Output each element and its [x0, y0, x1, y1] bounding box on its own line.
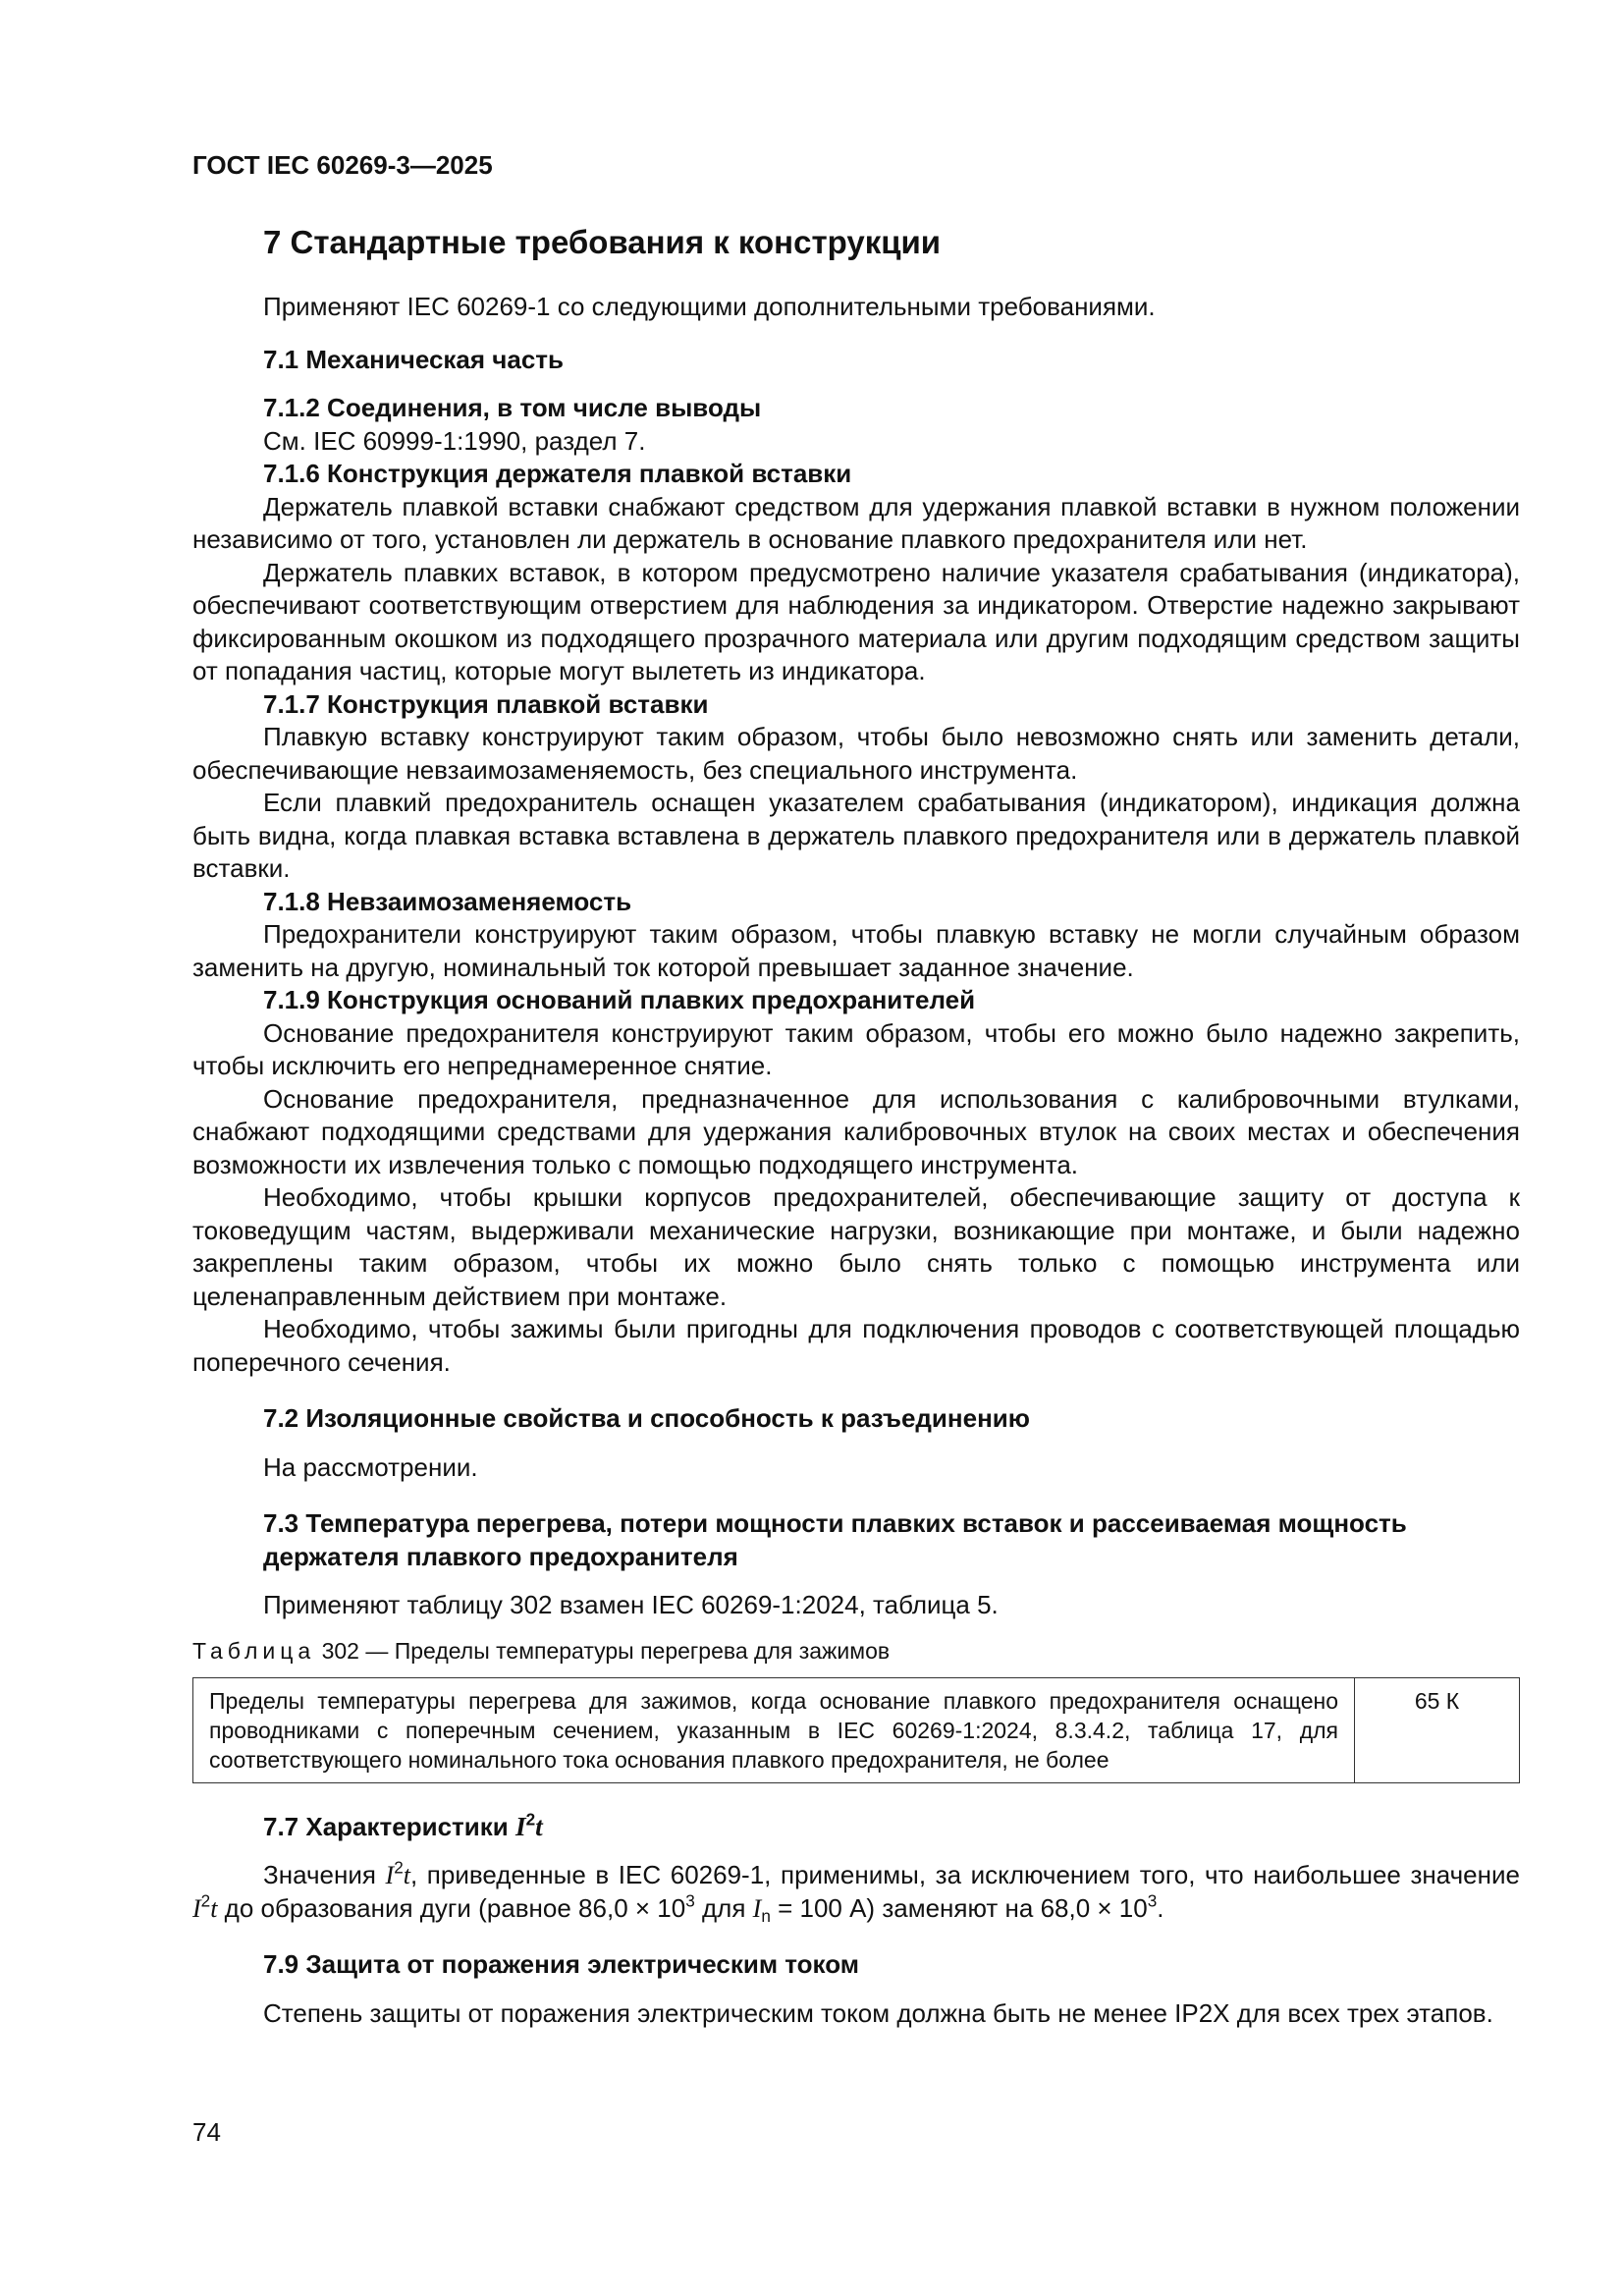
section-7-1-9-paragraph: Необходимо, чтобы крышки корпусов предохранителей, обеспечивающие защиту от доступа к токоведущим частям, выдерживали механические нагрузки, возникающие при монтаже, и были надежно закреплены таким образом, чтобы их можно было снять только с помощью инструмента или целенаправленным действием при монтаже.: [192, 1182, 1520, 1311]
table-caption-word: Таблица: [192, 1637, 316, 1664]
section-7-3-title: 7.3 Температура перегрева, потери мощности плавких вставок и рассеиваемая мощность держателя плавкого предохранителя: [263, 1508, 1407, 1571]
power-exponent: 3: [685, 1890, 695, 1911]
section-7-1-8-paragraph: Предохранители конструируют таким образом, чтобы плавкую вставку не могли случайным образом заменить на другую, номинальный ток которой превышает заданное значение.: [192, 919, 1520, 982]
section-7-1-title: 7.1 Механическая часть: [263, 344, 565, 374]
section-7-7-text: [192, 1859, 1520, 1925]
section-7-1-7-paragraph: Плавкую вставку конструируют таким образом, чтобы было невозможно снять или заменить детали, обеспечивающие невзаимозаменяемость, без специального инструмента.: [192, 722, 1520, 785]
text-run: = 100 А) заменяют на 68,0 × 10: [770, 1892, 1148, 1923]
section-7-1-7-title: 7.1.7 Конструкция плавкой вставки: [263, 688, 709, 719]
section-7-1-2-text: См. IEC 60999-1:1990, раздел 7.: [263, 425, 646, 456]
section-7-7-title-text: 7.7 Характеристики: [263, 1811, 515, 1841]
i2t-symbol-exponent: 2: [525, 1809, 536, 1830]
text-run: Значения: [263, 1860, 386, 1889]
page-content: [192, 222, 1520, 2030]
symbol-t: t: [210, 1893, 218, 1923]
section-7-1-9-paragraph: Основание предохранителя конструируют таким образом, чтобы его можно было надежно закрепить, чтобы исключить его непреднамеренное снятие.: [192, 1017, 1520, 1080]
table-302: [192, 1677, 1520, 1783]
section-7-1-9-paragraph: Основание предохранителя, предназначенное для использования с калибровочными втулками, снабжают подходящими средствами для удержания калибровочных втулок на своих местах и обеспечения возможности их извлечения только с помощью подходящего инструмента.: [192, 1083, 1520, 1179]
table-row: [193, 1677, 1520, 1782]
section-7-9-text: Степень защиты от поражения электрическим током должна быть не менее IP2X для всех трех этапов.: [263, 1997, 1493, 2028]
power-exponent: 3: [1147, 1890, 1158, 1911]
symbol-i: I: [385, 1861, 395, 1889]
table-cell-description: Пределы температуры перегрева для зажимов, когда основание плавкого предохранителя оснащено проводниками с поперечным сечением, указанным в IEC 60269-1:2024, 8.3.4.2, таблица 17, для соответствующего номинального тока основания плавкого предохранителя, не более: [193, 1677, 1355, 1782]
section-7-2-title: 7.2 Изоляционные свойства и способность к разъединению: [263, 1403, 1030, 1433]
section-7-1-8-title: 7.1.8 Невзаимозаменяемость: [263, 886, 632, 916]
symbol-rated-current: I: [752, 1893, 762, 1923]
section-7-1-6-paragraph: Держатель плавкой вставки снабжают средством для удержания плавкой вставки в нужном положении независимо от того, установлен ли держатель в основание плавкого предохранителя или нет.: [192, 491, 1520, 554]
symbol-i: I: [192, 1893, 201, 1923]
page-number: 74: [192, 2117, 221, 2147]
section-7-1-6-paragraph: Держатель плавких вставок, в котором предусмотрено наличие указателя срабатывания (индикатора), обеспечивают соответствующим отверстием для наблюдения за индикатором. Отверстие надежно закрывают фиксированным окошком из подходящего прозрачного материала или другим подходящим средством защиты от попадания частиц, которые могут вылететь из индикатора.: [192, 557, 1520, 685]
section-7-intro: Применяют IEC 60269-1 со следующими дополнительными требованиями.: [263, 292, 1156, 321]
section-7-9-title: 7.9 Защита от поражения электрическим током: [263, 1949, 860, 1979]
symbol-subscript: n: [761, 1905, 771, 1926]
section-7-title: 7 Стандартные требования к конструкции: [263, 224, 942, 260]
text-run: , приведенные в IEC 60269-1, применимы, за исключением того, что наибольшее значение: [409, 1860, 1520, 1889]
section-7-1-7-paragraph: Если плавкий предохранитель оснащен указателем срабатывания (индикатором), индикация должна быть видна, когда плавкая вставка вставлена в держатель плавкого предохранителя или в держатель плавкой вставки.: [192, 788, 1520, 883]
text-run: до образования дуги (равное 86,0 × 10: [217, 1892, 686, 1923]
table-cell-value: 65 К: [1355, 1677, 1520, 1782]
document-header: ГОСТ IEC 60269-3—2025: [192, 150, 493, 180]
i2t-symbol-t: t: [535, 1811, 543, 1841]
section-7-1-9-paragraph: Необходимо, чтобы зажимы были пригодны для подключения проводов с соответствующей площадью поперечного сечения.: [192, 1314, 1520, 1377]
symbol-t: t: [403, 1861, 410, 1889]
section-7-7-title: [263, 1811, 1520, 1844]
section-7-1-9-title: 7.1.9 Конструкция оснований плавких предохранителей: [263, 985, 976, 1014]
text-run: .: [1157, 1892, 1164, 1923]
symbol-exponent: 2: [394, 1857, 404, 1878]
section-7-1-6-title: 7.1.6 Конструкция держателя плавкой вставки: [263, 459, 852, 488]
text-run: для: [694, 1892, 753, 1923]
table-caption: [192, 1636, 1520, 1666]
symbol-exponent: 2: [200, 1890, 211, 1911]
table-caption-title: 302 — Пределы температуры перегрева для зажимов: [315, 1637, 891, 1664]
i2t-symbol-i: I: [514, 1811, 526, 1841]
section-7-1-2-title: 7.1.2 Соединения, в том числе выводы: [263, 393, 762, 422]
section-7-2-text: На рассмотрении.: [263, 1451, 478, 1482]
section-7-3-text: Применяют таблицу 302 взамен IEC 60269-1:2024, таблица 5.: [263, 1590, 999, 1619]
